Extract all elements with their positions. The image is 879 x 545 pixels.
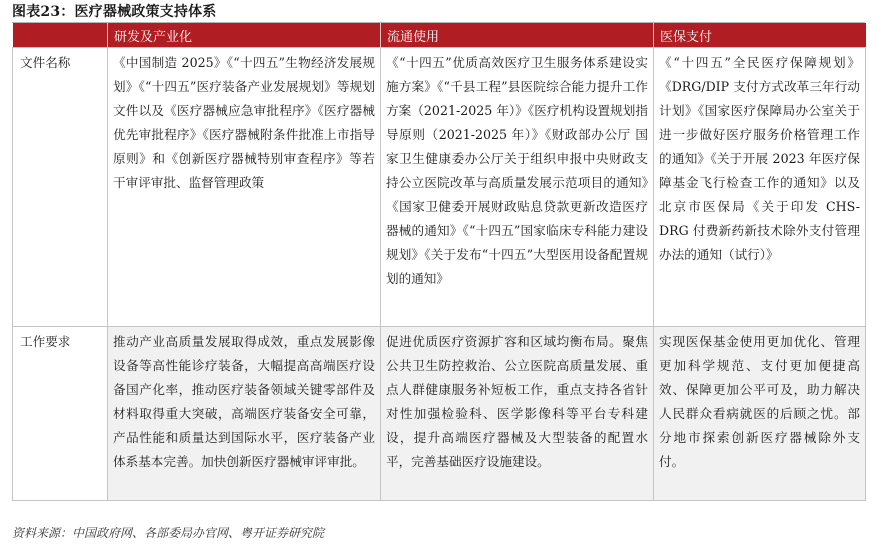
table-cell: 《“十四五”全民医疗保障规划》《DRG/DIP 支付方式改革三年行动计划》《国家医疗保障局办公室关于进一步做好医疗服务价格管理工作的通知》《关于开展 2023 年医疗保障基金飞行检查工作的通知》以及北京市医保局《关于印发 CHS-DRG 付费新药新技术除外支付管理办法的通知（试行）》	[654, 48, 866, 327]
table-cell: 促进优质医疗资源扩容和区域均衡布局。聚焦公共卫生防控救治、公立医院高质量发展、重点人群健康服务补短板工作，重点支持各省针对性加强检验科、医学影像科等平台专科建设，提升高端医疗器械及大型装备的配置水平，完善基础医疗设施建设。	[381, 327, 654, 501]
header-blank	[13, 23, 108, 48]
table-cell: 推动产业高质量发展取得成效，重点发展影像设备等高性能诊疗装备，大幅提高高端医疗设备国产化率，推动医疗装备领域关键零部件及材料取得重大突破，高端医疗装备安全可靠，产品性能和质量达到国际水平，医疗装备产业体系基本完善。加快创新医疗器械审评审批。	[108, 327, 381, 501]
table-cell: 《“十四五”优质高效医疗卫生服务体系建设实施方案》《“千县工程”县医院综合能力提升工作方案（2021-2025 年）》《医疗机构设置规划指导原则（2021-2025 年）》《财政部办公厅 国家卫生健康委办公厅关于组织申报中央财政支持公立医院改革与高质量发展示范项目的通知》《国家卫健委开展财政贴息贷款更新改造医疗器械的通知》《“十四五”国家临床专科能力建设规划》《关于发布“十四五”大型医用设备配置规划的通知》	[381, 48, 654, 327]
header-insurance: 医保支付	[654, 23, 866, 48]
figure-title: 图表23：医疗器械政策支持体系	[12, 4, 217, 20]
row-label: 工作要求	[13, 327, 108, 501]
header-rnd: 研发及产业化	[108, 23, 381, 48]
source-note: 资料来源：中国政府网、各部委局办官网、粤开证券研究院	[12, 526, 325, 540]
table-row	[13, 48, 866, 327]
policy-table	[12, 23, 866, 501]
table-cell: 《中国制造 2025》《“十四五”生物经济发展规划》《“十四五”医疗装备产业发展规划》等规划文件以及《医疗器械应急审批程序》《医疗器械优先审批程序》《医疗器械附条件批准上市指导原则》和《创新医疗器械特别审查程序》等若干审评审批、监督管理政策	[108, 48, 381, 327]
table-header-row	[13, 23, 866, 48]
table-cell: 实现医保基金使用更加优化、管理更加科学规范、支付更加便捷高效、保障更加公平可及，助力解决人民群众看病就医的后顾之忧。部分地市探索创新医疗器械除外支付。	[654, 327, 866, 501]
table-row	[13, 327, 866, 501]
row-label: 文件名称	[13, 48, 108, 327]
header-circulation: 流通使用	[381, 23, 654, 48]
